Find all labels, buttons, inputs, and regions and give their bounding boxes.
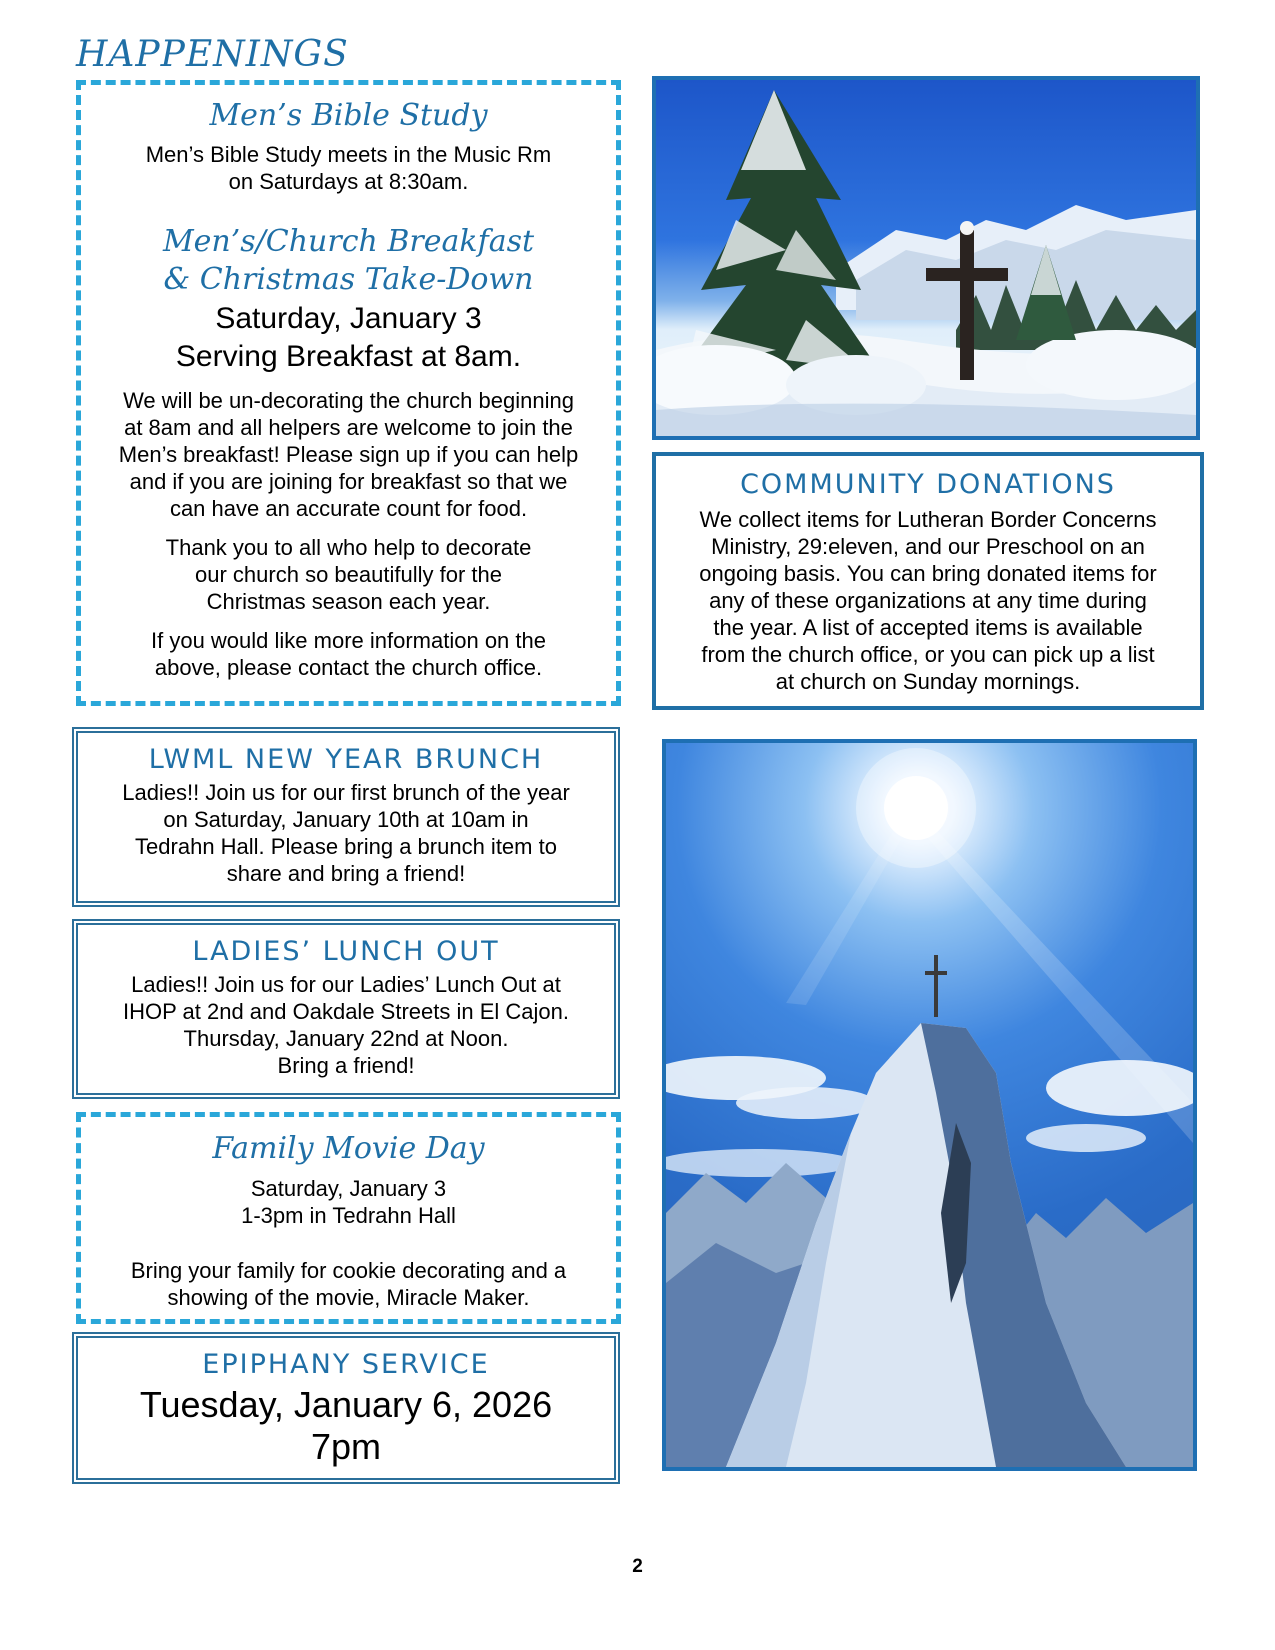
text-line: If you would like more information on the	[151, 628, 546, 653]
ladies-lunch-heading: LADIES’ LUNCH OUT	[192, 936, 500, 967]
text-line: Tedrahn Hall. Please bring a brunch item to	[135, 834, 557, 859]
epiphany-heading: EPIPHANY SERVICE	[202, 1349, 490, 1380]
snowy-cross-photo	[652, 76, 1200, 440]
community-donations-box	[652, 452, 1204, 710]
breakfast-heading: Men’s/Church Breakfast	[162, 224, 535, 259]
text-line: ongoing basis. You can bring donated items for	[699, 561, 1157, 586]
epiphany-date: Tuesday, January 6, 2026	[139, 1384, 553, 1425]
text-line: our church so beautifully for the	[195, 562, 502, 587]
snowy-cross-illustration	[656, 80, 1196, 436]
movie-text	[81, 1257, 616, 1311]
movie-date: Saturday, January 3	[250, 1176, 447, 1201]
text-line: Bring a friend!	[277, 1053, 415, 1078]
donations-heading: COMMUNITY DONATIONS	[740, 469, 1116, 500]
text-line: Ladies!! Join us for our Ladies’ Lunch Out at	[131, 972, 561, 997]
lwml-brunch-box	[72, 727, 620, 907]
text-line: on Saturday, January 10th at 10am in	[163, 807, 529, 832]
text-line: at church on Sunday mornings.	[775, 669, 1081, 694]
donations-text	[656, 506, 1200, 695]
movie-heading: Family Movie Day	[212, 1131, 485, 1166]
text-line: at 8am and all helpers are welcome to join the	[124, 415, 573, 440]
info-paragraph	[81, 627, 616, 681]
text-line: Thursday, January 22nd at Noon.	[183, 1026, 509, 1051]
family-movie-box	[76, 1112, 621, 1324]
page-number: 2	[632, 1556, 643, 1577]
epiphany-time: 7pm	[310, 1426, 382, 1467]
breakfast-heading: & Christmas Take-Down	[163, 262, 534, 297]
mountain-peak-photo	[662, 739, 1197, 1471]
mens-events-box	[76, 80, 621, 706]
text-line: Men’s breakfast! Please sign up if you can help	[118, 442, 579, 467]
text-line: Bring your family for cookie decorating and a	[130, 1258, 567, 1283]
page-title: HAPPENINGS	[76, 34, 349, 75]
text-line: the year. A list of accepted items is available	[713, 615, 1143, 640]
thanks-paragraph	[81, 534, 616, 615]
breakfast-paragraph	[81, 387, 616, 522]
text-line: We will be un-decorating the church beginning	[123, 388, 574, 413]
text-line: We collect items for Lutheran Border Concerns	[699, 507, 1157, 532]
bible-study-heading: Men’s Bible Study	[209, 98, 488, 133]
lwml-heading: LWML NEW YEAR BRUNCH	[148, 744, 544, 775]
bible-study-line: Men’s Bible Study meets in the Music Rm	[145, 142, 552, 167]
text-line: any of these organizations at any time during	[709, 588, 1147, 613]
mountain-peak-illustration	[666, 743, 1193, 1467]
text-line: from the church office, or you can pick up a list	[701, 642, 1155, 667]
text-line: and if you are joining for breakfast so that we	[129, 469, 568, 494]
text-line: IHOP at 2nd and Oakdale Streets in El Cajon.	[123, 999, 569, 1024]
text-line: above, please contact the church office.	[154, 655, 543, 680]
text-line: share and bring a friend!	[226, 861, 466, 886]
breakfast-time: Serving Breakfast at 8am.	[175, 340, 522, 373]
text-line: can have an accurate count for food.	[169, 496, 528, 521]
movie-time: 1-3pm in Tedrahn Hall	[241, 1203, 456, 1228]
text-line: Ladies!! Join us for our first brunch of the year	[122, 780, 570, 805]
ladies-lunch-text	[78, 971, 614, 1079]
bible-study-line: on Saturdays at 8:30am.	[228, 169, 469, 194]
text-line: Thank you to all who help to decorate	[165, 535, 532, 560]
text-line: showing of the movie, Miracle Maker.	[167, 1285, 530, 1310]
text-line: Ministry, 29:eleven, and our Preschool on an	[711, 534, 1145, 559]
lwml-text	[78, 779, 614, 887]
epiphany-service-box	[72, 1332, 620, 1484]
breakfast-date: Saturday, January 3	[215, 302, 482, 335]
text-line: Christmas season each year.	[206, 589, 491, 614]
ladies-lunch-box	[72, 919, 620, 1099]
